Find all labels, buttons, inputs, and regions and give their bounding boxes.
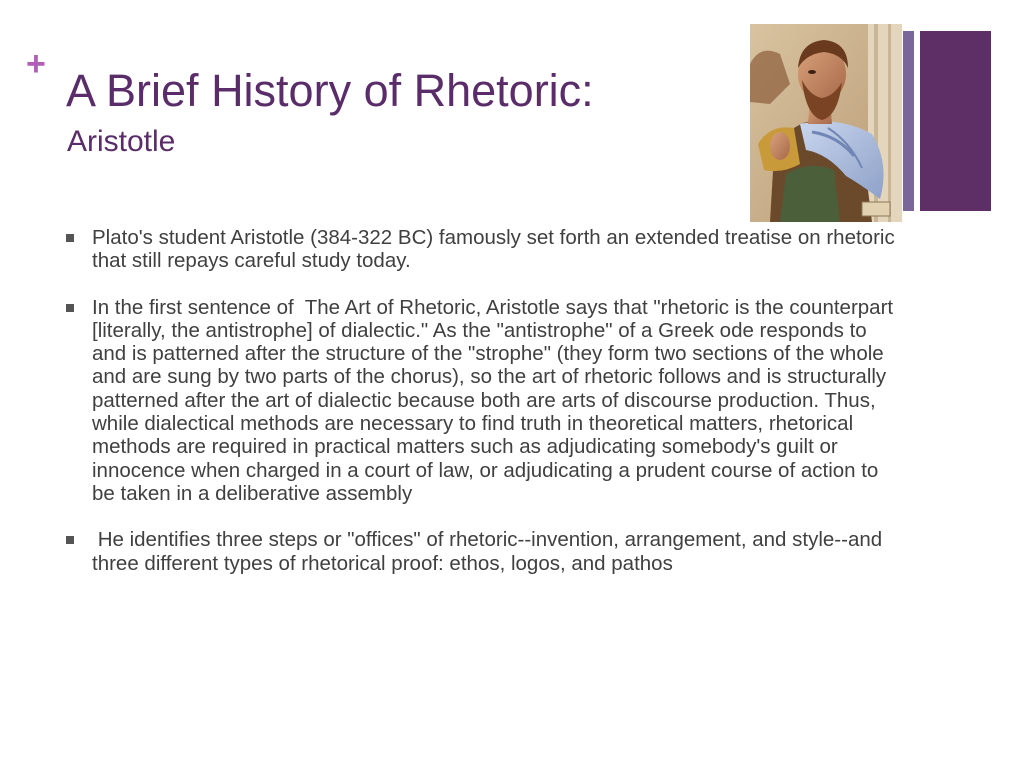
bullet-text: In the first sentence of The Art of Rhetoric, Aristotle says that "rhetoric is the counterpart [literally, the antistrophe] of dialectic." As the "antistrophe" of a Greek ode responds to and is patterned after the structure of the "strophe" (they form two sections of the whole and are sung by two parts of the chorus), so the art of rhetoric follows and is structurally patterned after the art of dialectic because both are arts of discourse production. Thus, while dialectical methods are necessary to find truth in theoretical matters, rhetorical methods are required in practical matters such as adjudicating somebody's guilt or innocence when charged in a court of law, or adjudicating a prudent course of action to be taken in a deliberative assembly <box>92 295 899 505</box>
bullet-list <box>66 226 901 598</box>
aristotle-portrait-image <box>750 24 902 222</box>
accent-bar-wide <box>920 31 991 211</box>
slide-title: A Brief History of Rhetoric: <box>66 65 594 116</box>
bullet-text: He identifies three steps or "offices" of rhetoric--invention, arrangement, and style--and three different types of rhetorical proof: ethos, logos, and pathos <box>92 528 888 575</box>
list-item <box>66 528 896 575</box>
list-item <box>66 226 901 273</box>
list-item <box>66 295 899 506</box>
slide-subtitle: Aristotle <box>67 125 176 158</box>
square-bullet-icon <box>66 536 74 544</box>
aristotle-portrait-icon <box>750 24 902 222</box>
accent-bar-thin <box>903 31 914 211</box>
square-bullet-icon <box>66 304 74 312</box>
square-bullet-icon <box>66 234 74 242</box>
plus-mark-icon: + <box>26 45 46 83</box>
bullet-text: Plato's student Aristotle (384-322 BC) famously set forth an extended treatise on rhetoric that still repays careful study today. <box>92 226 901 273</box>
